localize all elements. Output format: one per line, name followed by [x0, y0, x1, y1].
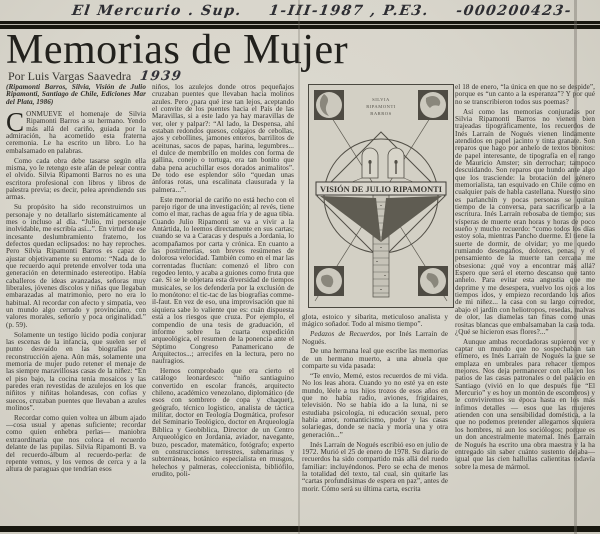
paragraph: Inés Larraín de Nogués escribió eso en julio de 1972. Murió el 25 de enero de 1978. Su diario de recuerdos ha sido compartido más allá del ruedo familiar: incluyéndonos. Pero se echa de menos la totalidad del texto, tal cual, sin quitarle las “cartas profundísimas de espera en paz”, antes de morir. Cómo será su última carta, escrita: [302, 440, 448, 493]
handwritten-year: 1939: [139, 69, 184, 84]
book-title: Pedazos de Recuerdos: [310, 330, 380, 339]
annotation-source: El Mercurio . Sup.: [70, 3, 244, 19]
globe-icon: [314, 90, 344, 120]
paragraph: Aunque ambas recordadoras supieron ver y captar un mundo que no sospechaban tan efímero, es Inés Larraín de Nogués la que se emplaza en umbrales para rehacer tiempos mejores. Nos deja permanecer con ella en los patios de las casas patronales o del palacio en Santiago (vivió en lo que después fue “El Mercurio” y es hoy un montón de escombros) y le conviviremos su época hasta en los más ínfimos detalles — esos que las mujeres atienden con una sensibilidad doméstica, a la que no podemos pretender allegarnos siquiera los hombres, ni aun los sociólogos; porque es un don ancestralmente maternal. Inés Larraín de Nogués ha escrito una obra maestra y la ha entregado sin saber cuánto sustento dejaba— igual que las cien hallullas calientitas todavía sobre la mesa de mármol.: [455, 337, 595, 471]
annotation-code: -000200423-: [455, 3, 574, 19]
figure-niche-icon: [362, 148, 378, 178]
svg-text:VISIÓN DE JULIO RIPAMONTI: VISIÓN DE JULIO RIPAMONTI: [320, 185, 437, 194]
paragraph: Su propósito ha sido reconstruirnos un personaje y no detallarlo sistemáticamente al mes o incluso al día. “Julio, mi personaje inolvidable, me escribía así...”. En virtud de ese incesante deslumbramiento fraterno, los defectos quedan eclipsados: no hay reproches. Pero Silvia Ripamonti Barros es capaz de ajustar objetivamente su entorno: “Nada de lo que recuerdo aquí pretende envolver toda una generación en determinado estereotipo. Había caballeros de ideas avanzadas, señoras muy liberales, jóvenes díscolos y niñas que llegaban embarazadas al matrimonio, pero no era lo habitual. Al recordar con afecto y simpatía, veo un mundo algo cerrado y provinciano, con valores morales, señorío y poca originalidad.” (p. 59).: [6, 203, 146, 329]
column-1: [6, 84, 146, 528]
bibliography: (Ripamonti Barros, Silvia, Visión de Julio Ripamonti, Santiago de Chile, Ediciones Mar del Plata, 1986): [6, 84, 146, 106]
column-2: [152, 84, 294, 528]
paragraph-text: ONMUEVE el homenaje de Silvia Ripamonti Barros a su hermano. Yendo más allá del cariño, guiada por la admiración, ha acometido esta fraterna ceremonia. Le ha escrito un libro. Lo ha embalsamado en palabras.: [6, 110, 146, 155]
paragraph: [6, 107, 146, 155]
byline-row: [8, 69, 182, 84]
paragraph: Solamente un testigo lúcido podía conjurar las escenas de la infancia, que suelen ser el punto desvaído en las biografías por reconstrucción ajena. Aún más, solamente una memoria de mujer pudo retener el menaje de las siempre maravillosas casas de la niñez: “En el piso bajo, la cocina tenía mosaicos y las paredes eran revestidas de azulejos en los que niñitos y niñitas holandesas, con cofias y suecos, cruzaban puentes que llevaban a azules molinos”.: [6, 330, 146, 412]
drop-cap: C: [6, 107, 25, 138]
cover-banner: [316, 182, 446, 195]
column-3: [302, 314, 448, 528]
book-cover-illustration: [308, 84, 454, 308]
svg-text:SILVIA: SILVIA: [372, 97, 390, 102]
paragraph: Así como las memorias conjuradas por Silvia Ripamonti Barros no vienen bien trajeadas tipográficamente, los recuerdos de Inés Larraín de Nogués vienen lindamente atendidos en papel jacinto y tinta granate. Son reparos que hago por anhelo de textos bonitos: de papel interesante, de tipografía en el rango de Mauricio Amster; sin derrochar; tampoco descuidando. Son reparos que hundo ante algo que los trasciende: la brotación del género memorialista, tan esquivado en Chile como en cualquier país de habla castellana. Nuestro sino es parlanchín y pocas personas se quitan tiempo de la conversa, para sacrificarlo a la escritura. Inés Larraín rebosaba de tiempo; sus vísperas de muerte eran horas y horas de poco sueño y mucho recuerdo: “como todos los días estoy sola, mientras Pancho duerme. Él tiene la suerte de dormir, de olvidar; yo me quedo rumiando desengaños, dolores, penas, y el pensamiento de la muerte tan cercana me obsesiona: ¿qué voy a encontrar más allá? Espero que será el eterno descanso que tanto anhelo. Para evitar esta angustia que me deprime y me desespera, vuelvo los ojos a los tiempos idos, y empiezo recordando los años de mi niñez... la casa con su largo corredor, abajo el jardín con heliotropos, resedas, malvas de olor, las diamelas tan finas como unas rositas blancas que embalsamaban la casa toda. ¿Qué se hicieron esas flores?...”: [455, 107, 595, 336]
paragraph: “Te envío, Memé, estos recuerdos de mi vida. No los leas ahora. Cuando yo no esté ya en este mundo, léele a tus hijos trozos de esos años en que no había radio, aviones, frigidaires, televisión. No se había ido a la luna, ni se estudiaba psicología, ni educación sexual, pero había amor, romanticismo, pudor y las casas solariegas, donde se nacía y moría una y otra generación...”: [302, 371, 448, 439]
paragraph: glota, estoico y sibarita, meticuloso analista y mágico soñador. Todo al mismo tiempo”.: [302, 314, 448, 329]
bottom-rule: [0, 526, 600, 532]
paragraph: Recordar como quien voltea un álbum ajado —cosa usual y apenas suficiente; recordar como quien enhebra perlas— maniobra extraordinaria que nos coloca el recuerdo delante de las pupilas. Silvia Ripamonti B. va del recuerdo-álbum al recuerdo-perla: de repente vemos, y los vemos de cerca y a la altura de paraguas que tendrían esos: [6, 413, 146, 474]
paragraph: Como cada obra debe tasarse según ella misma, yo le retengo este afán de pelear contra el olvido. Silvia Ripamonti Barros no es una escritora profesional con libros y libros de palestra previa; es decir, pelea aprendiendo sus armas.: [6, 156, 146, 202]
paragraph: niños, los azulejos donde otros pequeñajos cruzaban puentes que llevaban hacia molinos azules. Pero ¿para qué irse tan lejos, aceptando el convite de los puentes hacia el País de las Maravillas, si a este lado ya hay maravillas de ver, oler y palpar?: “Al lado, la Despensa, ahí estaban redondos quesos, colgajos de cebollas, ajos y cebollines, jamones enteros, barrilitos de aceitunas, sacos de papas, harina, legumbres... el dulce de membrillo en moldes con forma de gallina, conejo o tortuga, era tan bonito que daba pena acuchillar esos dorados animalitos”. De todo ese esplendor sólo “quedan unas ánforas rotas, una escalinata clausurada y la palmera...”.: [152, 84, 294, 194]
handwritten-annotation: [71, 1, 574, 21]
column-4: [455, 84, 595, 528]
globe-icon: [418, 90, 448, 120]
svg-text:RIPAMONTI: RIPAMONTI: [366, 104, 396, 109]
paragraph: Este memorial de cariño no está hecho con el parejo rigor de una investigación; al revés, tiene como el mar, rachas de agua fría y de agua tibia. Cuando Julio Ripamonti se va a vivir a la Antártida, lo leemos directamente en sus cartas; cuando se va a Caracas y después a Jordania, lo acompañamos por carta y crónica. En cuanto a las postrimerías, son breves resúmenes de dolorosa velocidad. También como en el mar las correntadas fluctúan: comenzó el libro con regodeo lento, y acaba a guiones como fruta que cae. Si se le objetara esta diversidad de tiempos musicales, se los defendería por la exclusión de lo monótono: el tic-tac de las biografías comme-il-faut. En vez de eso, una improvisación que ni siquiera sabe lo valiente que es: cuán dispuesta está a los riesgos que cruza. Por ejemplo, el compendio de una tesis de graduación, el informe sobre la cuarta expedición arqueológica, el resumen de la ponencia ante el Séptimo Congreso Panamericano de Arquitectos...; arrecifes en la lectura, pero no naufragios.: [152, 195, 294, 366]
annotation-date-page: 1-III-1987 , P.E3.: [267, 3, 431, 19]
paragraph: el 18 de enero, “la única en que no se despide”, porque es “un canto a la esperanza”? Y por qué no se transcribieron todos sus poemas?: [455, 84, 595, 106]
paragraph: Hemos comprobado que era cierto el catálogo leonardesco: “niño santiaguino convertido en escolar francés, arquitecto chileno, académico venezolano, diplomático (de esos con sombrero de copa y chaquet), geógrafo, técnico logístico, analista de táctica militar, doctor en Teología Dogmática, profesor del Seminario Teológico, doctor en Arqueología Bíblica y Geobíblica, Director de un Centro Arqueológico en Jordania, aviador, navegante, buzo, pescador, matemático, fotógrafo; experto en construcciones terrestres, submarinas y subterráneas, botánico especialista en musgos, helechos y palmeras, coleccionista, bibliófilo, erudito, poli-: [152, 367, 294, 478]
svg-text:BARROS: BARROS: [370, 111, 392, 116]
book-reference: [302, 331, 448, 346]
paragraph: De una hermana leal que escribe las memorias de un hermano muerto, a una abuela que comparte su vida pasada:: [302, 347, 448, 371]
globe-icon: [418, 266, 448, 296]
paper-crease: [298, 0, 300, 534]
globe-icon: [314, 266, 344, 296]
article-title: Memorias de Mujer: [6, 27, 349, 73]
book-cover-svg: [308, 84, 454, 308]
book-reference-rest: , por Inés Larraín de Nogués.: [302, 330, 448, 346]
figure-niche-icon: [388, 148, 404, 178]
byline: Por Luis Vargas Saavedra: [8, 69, 132, 83]
